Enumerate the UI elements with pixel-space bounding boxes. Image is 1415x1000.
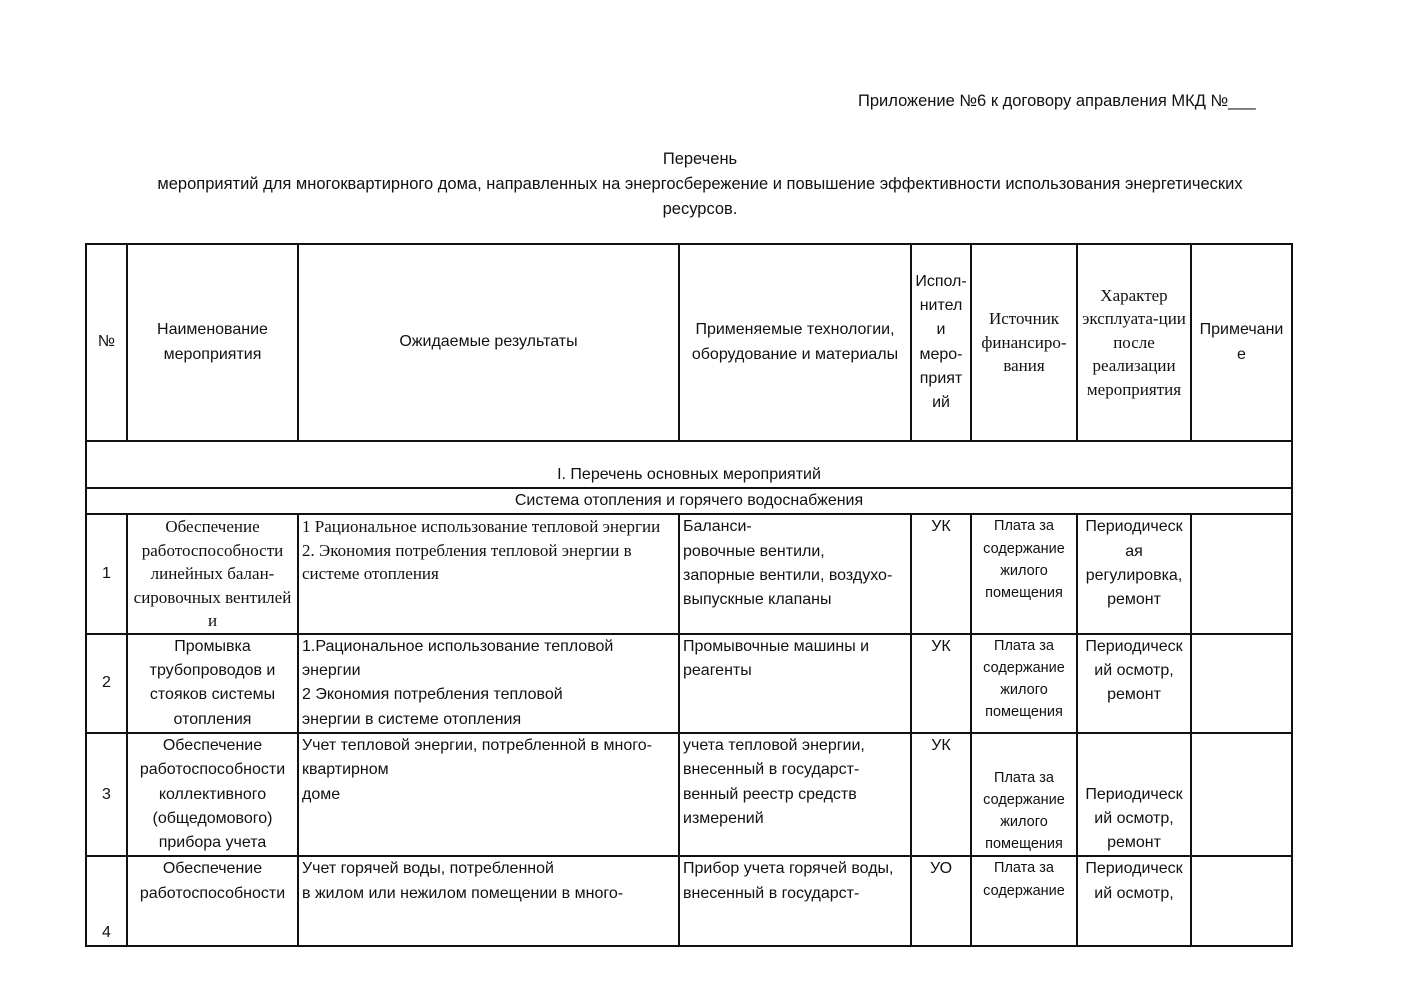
row-results: Учет горячей воды, потребленной в жилом или нежилом помещении в много- — [298, 856, 679, 946]
row-executor: УК — [911, 514, 971, 634]
document-title — [130, 147, 1270, 222]
row-executor: УК — [911, 733, 971, 856]
row-funding: Плата за содержание жилого помещения — [971, 733, 1077, 856]
appendix-heading: Приложение №6 к договору аправления МКД №___ — [858, 92, 1256, 110]
header-number: № — [86, 244, 127, 441]
row-results: 1.Рациональное использование тепловой энергии 2 Экономия потребления тепловой энергии в системе отопления — [298, 634, 679, 733]
row-notes — [1191, 733, 1292, 856]
row-executor: УО — [911, 856, 971, 946]
row-technologies: Прибор учета горячей воды, внесенный в государст- — [679, 856, 911, 946]
table-row — [86, 733, 1292, 856]
title-line-1: Перечень — [662, 150, 738, 168]
row-name: Обеспечение работоспособности коллективного (общедомового) прибора учета — [127, 733, 298, 856]
measures-table-wrapper — [85, 243, 1295, 942]
row-name: Обеспечение работоспособности — [127, 856, 298, 946]
row-name: Обеспечение работоспособности линейных балан-сировочных вентилей и — [127, 514, 298, 634]
row-character: Периодическ ий осмотр, ремонт — [1077, 733, 1191, 856]
table-row — [86, 634, 1292, 733]
measures-table — [85, 243, 1293, 947]
row-funding: Плата за содержание жилого помещения — [971, 514, 1077, 634]
subsection-row — [86, 488, 1292, 514]
row-number: 1 — [86, 514, 127, 634]
row-character: Периодическ ий осмотр, ремонт — [1077, 634, 1191, 733]
header-name: Наименование мероприятия — [127, 244, 298, 441]
row-technologies: Промывочные машины и реагенты — [679, 634, 911, 733]
title-line-2: мероприятий для многоквартирного дома, направленных на энергосбережение и повышение эффективности использования энергетических — [157, 175, 1243, 193]
row-name: Промывка трубопроводов и стояков системы отопления — [127, 634, 298, 733]
header-notes: Примечани е — [1191, 244, 1292, 441]
header-funding: Источник финансиро-вания — [971, 244, 1077, 441]
row-results: Учет тепловой энергии, потребленной в много- квартирном доме — [298, 733, 679, 856]
section-title: I. Перечень основных мероприятий — [86, 441, 1292, 488]
row-notes — [1191, 514, 1292, 634]
row-results: 1 Рациональное использование тепловой энергии 2. Экономия потребления тепловой энергии в системе отопления — [298, 514, 679, 634]
section-row — [86, 441, 1292, 488]
header-character: Характер эксплуата-ции после реализации мероприятия — [1077, 244, 1191, 441]
row-funding: Плата за содержание жилого помещения — [971, 634, 1077, 733]
table-row — [86, 856, 1292, 946]
row-number: 2 — [86, 634, 127, 733]
table-row — [86, 514, 1292, 634]
row-technologies: Баланси- ровочные вентили, запорные вентили, воздухо- выпускные клапаны — [679, 514, 911, 634]
row-notes — [1191, 856, 1292, 946]
header-executor: Испол-нител и меро-прият ий — [911, 244, 971, 441]
row-number: 4 — [86, 856, 127, 946]
row-number: 3 — [86, 733, 127, 856]
row-character: Периодическ ий осмотр, — [1077, 856, 1191, 946]
row-technologies: учета тепловой энергии, внесенный в государст- венный реестр средств измерений — [679, 733, 911, 856]
row-funding: Плата за содержание — [971, 856, 1077, 946]
row-notes — [1191, 634, 1292, 733]
header-row — [86, 244, 1292, 441]
row-executor: УК — [911, 634, 971, 733]
header-technologies: Применяемые технологии, оборудование и материалы — [679, 244, 911, 441]
row-character: Периодическ ая регулировка, ремонт — [1077, 514, 1191, 634]
subsection-title: Система отопления и горячего водоснабжения — [86, 488, 1292, 514]
title-line-3: ресурсов. — [662, 200, 738, 218]
header-results: Ожидаемые результаты — [298, 244, 679, 441]
